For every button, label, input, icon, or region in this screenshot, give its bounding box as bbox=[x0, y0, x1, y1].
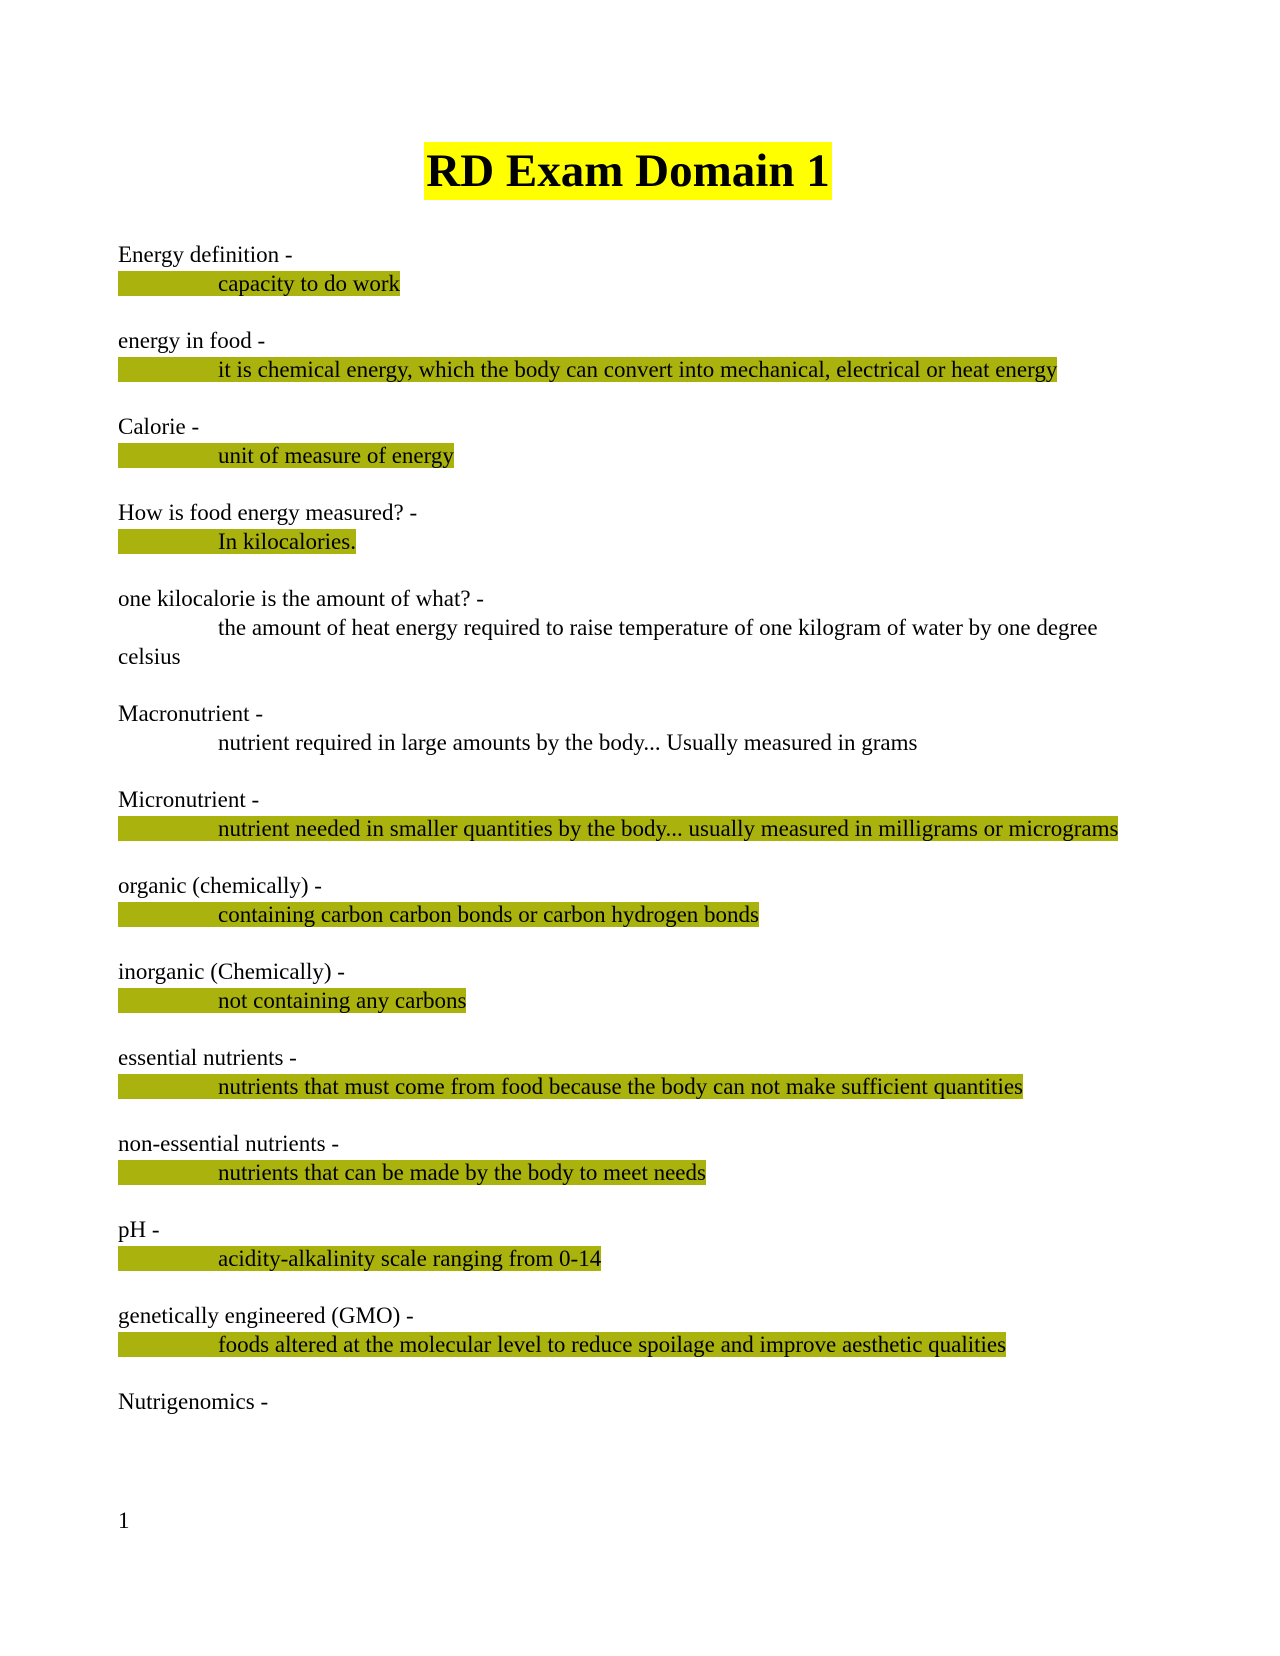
flashcard-entry bbox=[118, 871, 1138, 929]
term-label: Calorie - bbox=[118, 414, 200, 439]
definition-text: unit of measure of energy bbox=[118, 443, 454, 468]
definition-block bbox=[118, 269, 1138, 298]
flashcard-entry bbox=[118, 785, 1138, 843]
definition-block bbox=[118, 1330, 1138, 1359]
definition-block bbox=[118, 986, 1138, 1015]
flashcard-entry bbox=[118, 498, 1138, 556]
definition-block bbox=[118, 527, 1138, 556]
definition-block bbox=[118, 613, 1138, 671]
document-title: RD Exam Domain 1 bbox=[424, 142, 831, 200]
definition-text: In kilocalories. bbox=[118, 529, 356, 554]
term-label: Macronutrient - bbox=[118, 701, 263, 726]
definition-text: nutrient required in large amounts by the body... Usually measured in grams bbox=[218, 730, 918, 755]
flashcard-entry bbox=[118, 699, 1138, 757]
definition-text: not containing any carbons bbox=[118, 988, 466, 1013]
term-label: organic (chemically) - bbox=[118, 873, 322, 898]
definition-block bbox=[118, 1244, 1138, 1273]
flashcard-entry bbox=[118, 326, 1138, 384]
flashcard-entry bbox=[118, 1215, 1138, 1273]
definition-text: foods altered at the molecular level to reduce spoilage and improve aesthetic qualities bbox=[118, 1332, 1006, 1357]
flashcard-entry bbox=[118, 957, 1138, 1015]
flashcard-list bbox=[118, 240, 1138, 1444]
definition-block bbox=[118, 814, 1138, 843]
definition-text: nutrients that can be made by the body to meet needs bbox=[118, 1160, 706, 1185]
term-label: Nutrigenomics - bbox=[118, 1389, 269, 1414]
definition-text: capacity to do work bbox=[118, 271, 400, 296]
definition-text: acidity-alkalinity scale ranging from 0-14 bbox=[118, 1246, 601, 1271]
definition-text: containing carbon carbon bonds or carbon hydrogen bonds bbox=[118, 902, 759, 927]
term-label: energy in food - bbox=[118, 328, 266, 353]
flashcard-entry bbox=[118, 1301, 1138, 1359]
definition-text: it is chemical energy, which the body can convert into mechanical, electrical or heat energy bbox=[118, 357, 1057, 382]
definition-block bbox=[118, 728, 1138, 757]
definition-block bbox=[118, 441, 1138, 470]
term-label: essential nutrients - bbox=[118, 1045, 297, 1070]
term-label: non-essential nutrients - bbox=[118, 1131, 340, 1156]
flashcard-entry bbox=[118, 1043, 1138, 1101]
flashcard-entry bbox=[118, 584, 1138, 671]
definition-block bbox=[118, 1158, 1138, 1187]
flashcard-entry bbox=[118, 412, 1138, 470]
term-label: Energy definition - bbox=[118, 242, 293, 267]
term-label: How is food energy measured? - bbox=[118, 500, 418, 525]
definition-text: nutrients that must come from food because the body can not make sufficient quantities bbox=[118, 1074, 1023, 1099]
term-label: inorganic (Chemically) - bbox=[118, 959, 345, 984]
term-label: Micronutrient - bbox=[118, 787, 260, 812]
flashcard-entry bbox=[118, 1387, 1138, 1416]
definition-block bbox=[118, 355, 1138, 384]
definition-text: the amount of heat energy required to raise temperature of one kilogram of water by one degree celsius bbox=[118, 615, 1098, 669]
title-container bbox=[118, 142, 1138, 200]
term-label: pH - bbox=[118, 1217, 160, 1242]
flashcard-entry bbox=[118, 1129, 1138, 1187]
term-label: one kilocalorie is the amount of what? - bbox=[118, 586, 484, 611]
definition-text: nutrient needed in smaller quantities by the body... usually measured in milligrams or micrograms bbox=[118, 816, 1118, 841]
term-label: genetically engineered (GMO) - bbox=[118, 1303, 414, 1328]
definition-block bbox=[118, 900, 1138, 929]
flashcard-entry bbox=[118, 240, 1138, 298]
definition-block bbox=[118, 1072, 1138, 1101]
page-number: 1 bbox=[118, 1508, 130, 1533]
